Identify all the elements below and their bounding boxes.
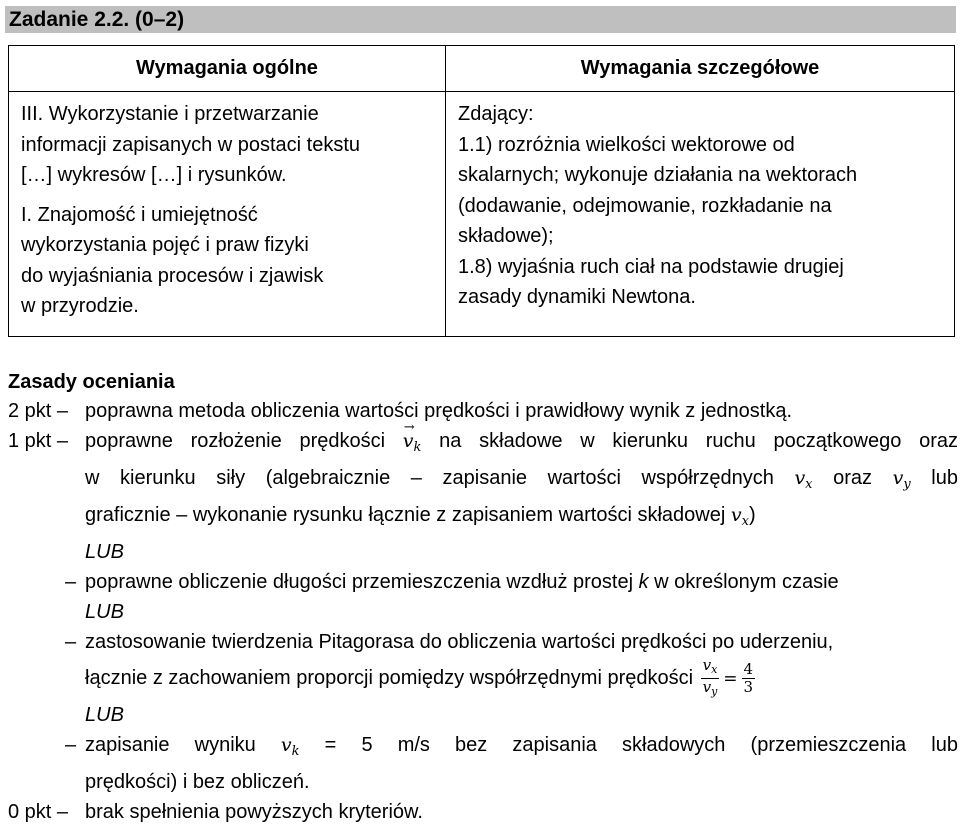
detailed-intro: Zdający: <box>458 103 534 125</box>
detailed-1-1: 1.1) rozróżnia wielkości wektorowe od <box>458 133 795 156</box>
scoring-rules <box>8 368 958 827</box>
task-title: Zadanie 2.2. (0–2) <box>9 8 185 31</box>
symbol-v-x: $v_x$ <box>730 504 749 529</box>
detailed-requirements-cell: Zdający: 1.1) rozróżnia wielkości wektorowe od skalarnych; wykonuje działania na wektorach (dodawanie, odejmowanie, rozkładanie na składowe); 1.8) wyjaśnia ruch ciał na podstawie drugiej zasady dynamiki Newtona. <box>446 92 955 337</box>
symbol-v-x: $v_x$ <box>794 467 813 492</box>
points-label: 0 pkt – <box>8 801 69 824</box>
alternative-2: – zastosowanie twierdzenia Pitagorasa do obliczenia wartości prędkości po uderzeniu, łącznie z zachowaniem proporcji pomiędzy współrzędnymi prędkości $\frac{v_x}{v_y}$ = $\frac{4}{3}$ LUB <box>65 627 958 730</box>
vector-v-k: → v <box>402 420 415 452</box>
ratio-4-3: $\frac{4}{3}$ <box>743 660 754 697</box>
header-general-requirements: Wymagania ogólne <box>9 46 446 92</box>
scoring-title: Zasady oceniania <box>8 371 175 393</box>
general-requirement-iii: III. Wykorzystanie i przetwarzanie informacji zapisanych w postaci tekstu […] wykresów […] i rysunków. <box>21 103 361 186</box>
general-requirements-cell <box>9 92 446 337</box>
or-label: LUB <box>85 704 124 727</box>
ratio-vx-vy: $\frac{v_x}{v_y}$ <box>702 656 718 699</box>
table-header-row <box>9 46 955 92</box>
task-title-bar <box>5 6 956 33</box>
alternative-3: – zapisanie wyniku $v_k = 5$ m/s bez zapisania składowych (przemieszczenia lub prędkości) i bez obliczeń. <box>65 734 958 794</box>
table-row <box>9 92 955 337</box>
or-label: LUB <box>85 601 124 623</box>
points-label: 2 pkt – <box>8 400 69 422</box>
detailed-1-8: 1.8) wyjaśnia ruch ciał na podstawie drugiej <box>458 255 844 278</box>
general-requirement-i: I. Znajomość i umiejętność wykorzystania pojęć i praw fizyki do wyjaśniania procesów i zjawisk w przyrodzie. <box>21 203 324 317</box>
score-text: brak spełnienia powyższych kryteriów. <box>85 801 423 824</box>
alternative-1: – poprawne obliczenie długości przemieszczenia wzdłuż prostej k w określonym czasie LUB <box>65 567 958 627</box>
symbol-v-k: $v_k$ <box>280 734 300 760</box>
points-label: 1 pkt – <box>8 430 69 452</box>
score-0pkt <box>8 797 958 827</box>
score-1pkt: 1 pkt – poprawne rozłożenie prędkości → $v_k$ na składowe w kierunku ruchu początkowego oraz w kierunku siły (algebraicznie – zapisanie wartości współrzędnych $v_x$ oraz $v_y$ lub graficznie – wykonanie rysunku łącznie z zapisaniem wartości składowej $v_x$) LUB – poprawne obliczenie długości przemieszczenia wzdłuż prostej k w określonym czasie LUB – zastosowanie twierdzenia Pitagorasa do obliczenia wartości prędkości po uderzeniu, łącznie z zachowaniem proporcji pomiędzy współrzędnymi prędkości $\frac{v_x}{v_y}$ = $\frac{4}{3}$ LUB – zapisanie wyniku $v_k = 5$ m/s bez zapisania składowych (przemieszczenia lub prędkości) i bez obliczeń. <box>8 426 958 797</box>
requirements-table <box>8 45 955 337</box>
score-2pkt <box>8 396 958 426</box>
symbol-v-y: $v_y$ <box>892 467 911 492</box>
header-detailed-requirements: Wymagania szczegółowe <box>446 46 955 92</box>
or-label: LUB <box>85 541 124 563</box>
score-text: poprawna metoda obliczenia wartości prędkości i prawidłowy wynik z jednostką. <box>85 400 793 422</box>
